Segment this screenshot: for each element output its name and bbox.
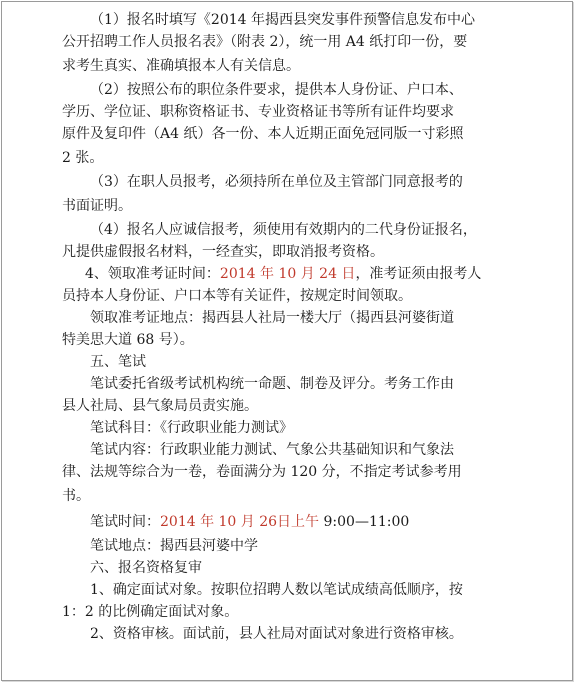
paragraph-line: 笔试委托省级考试机构统一命题、制卷及评分。考务工作由 <box>90 376 454 392</box>
paragraph-line: 特美思大道 68 号）。 <box>62 332 194 348</box>
section-heading: 五、笔试 <box>90 354 146 370</box>
paragraph-line-ticket-time <box>62 263 516 285</box>
paragraph-line: 笔试地点：揭西县河婆中学 <box>90 538 258 554</box>
paragraph-line: 书面证明。 <box>62 198 132 214</box>
paragraph-line: （4）报名人应诚信报考，须使用有效期内的二代身份证报名， <box>90 222 477 238</box>
paragraph-line: 领取准考证地点：揭西县人社局一楼大厅（揭西县河婆街道 <box>90 310 454 326</box>
document-page <box>1 1 573 681</box>
exam-time-date: 2014 年 10 月 26日上午 <box>160 514 320 530</box>
paragraph-line: （2）按照公布的职位条件要求，提供本人身份证、户口本、 <box>90 82 463 98</box>
exam-time-hours: 9:00—11:00 <box>319 514 410 530</box>
paragraph-line: 学历、学位证、职称资格证书、专业资格证书等所有证件均要求 <box>62 104 454 120</box>
paragraph-line: 2、资格审核。面试前，县人社局对面试对象进行资格审核。 <box>90 626 463 642</box>
paragraph-line: 凡提供虚假报名材料，一经查实，即取消报考资格。 <box>62 244 384 260</box>
paragraph-line-exam-time <box>62 509 516 535</box>
ticket-time-suffix: ，准考证须由报考人 <box>355 266 482 282</box>
paragraph-line: （1）报名时填写《2014 年揭西县突发事件预警信息发布中心 <box>90 12 475 28</box>
paragraph-line: 公开招聘工作人员报名表》（附表 2），统一用 A4 纸打印一份，要 <box>62 34 468 50</box>
paragraph-line: 县人社局、县气象局员责实施。 <box>62 398 258 414</box>
paragraph-line: 1：2 的比例确定面试对象。 <box>62 604 239 620</box>
paragraph-line: 书。 <box>62 488 90 504</box>
paragraph-line: 2 张。 <box>62 150 104 166</box>
section-heading: 六、报名资格复审 <box>90 560 202 576</box>
paragraph-line: 求考生真实、准确填报本人有关信息。 <box>62 58 300 74</box>
paragraph-line: 笔试内容：行政职业能力测试、气象公共基础知识和气象法 <box>90 442 454 458</box>
paragraph-line: 原件及复印件（A4 纸）各一份、本人近期正面免冠同版一寸彩照 <box>62 126 464 142</box>
paragraph-line: （3）在职人员报考，必须持所在单位及主管部门同意报考的 <box>90 174 463 190</box>
exam-time-label: 笔试时间： <box>90 514 160 530</box>
paragraph-line: 笔试科目：《行政职业能力测试》 <box>90 420 293 436</box>
paragraph-line: 员持本人身份证、户口本等有关证件，按规定时间领取。 <box>62 288 412 304</box>
ticket-time-label: 4、领取准考证时间： <box>85 266 220 282</box>
ticket-time-date: 2014 年 10 月 24 日 <box>219 266 356 282</box>
paragraph-line: 律、法规等综合为一卷，卷面满分为 120 分，不指定考试参考用 <box>62 464 462 480</box>
document-body <box>62 9 516 645</box>
paragraph-line: 1、确定面试对象。按职位招聘人数以笔试成绩高低顺序，按 <box>90 582 463 598</box>
